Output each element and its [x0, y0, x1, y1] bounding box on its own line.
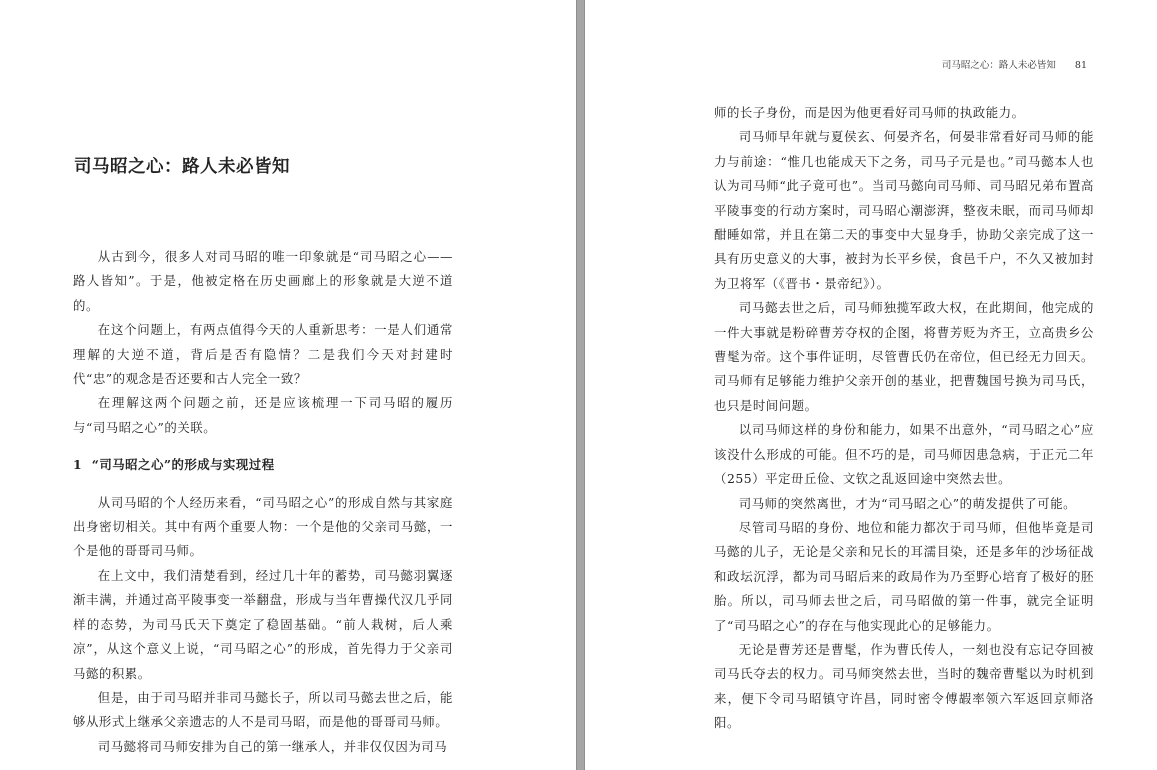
- body-paragraph: 在这个问题上，有两点值得今天的人重新思考：一是人们通常理解的大逆不道，背后是否有隐情？二是我们今天对封建时代“忠”的观念是否还要和古人完全一致？: [73, 322, 453, 387]
- body-paragraph: 尽管司马昭的身份、地位和能力都次于司马师，但他毕竟是司马懿的儿子，无论是父亲和兄长的耳濡目染，还是多年的沙场征战和政坛沉浮，都为司马昭后来的政局作为乃至野心培育了极好的胚胎。所以，司马师去世之后，司马昭做的第一件事，就完全证明了“司马昭之心”的存在与他实现此心的足够能力。: [714, 519, 1094, 633]
- body-paragraph: 无论是曹芳还是曹髦，作为曹氏传人，一刻也没有忘记夺回被司马氏夺去的权力。司马师突然去世，当时的魏帝曹髦以为时机到来，便下令司马昭镇守许昌，同时密令傅嘏率领六军返回京师洛阳。: [714, 641, 1094, 731]
- right-paragraphs: [714, 101, 1094, 736]
- left-page: [0, 0, 576, 770]
- running-header-title: 司马昭之心：路人未必皆知: [941, 60, 1056, 71]
- book-spine-gutter: [576, 0, 585, 770]
- body-paragraph: 师的长子身份，而是因为他更看好司马师的执政能力。: [714, 105, 1025, 120]
- left-paragraphs-before-heading: [73, 245, 453, 440]
- body-paragraph: 但是，由于司马昭并非司马懿长子，所以司马懿去世之后，能够从形式上继承父亲遗志的人不是司马昭，而是他的哥哥司马师。: [73, 689, 453, 730]
- body-paragraph: 从古到今，很多人对司马昭的唯一印象就是“司马昭之心——路人皆知”。于是，他被定格在历史画廊上的形象就是大逆不道的。: [73, 249, 453, 313]
- body-paragraph: 以司马师这样的身份和能力，如果不出意外，“司马昭之心”应该没什么形成的可能。但不巧的是，司马师因患急病，于正元二年（255）平定毌丘俭、文钦之乱返回途中突然去世。: [714, 422, 1094, 487]
- body-paragraph: 从司马昭的个人经历来看，“司马昭之心”的形成自然与其家庭出身密切相关。其中有两个重要人物：一个是他的父亲司马懿，一个是他的哥哥司马师。: [73, 494, 453, 559]
- left-paragraphs-after-heading: [73, 491, 453, 759]
- running-header: [942, 57, 1087, 71]
- body-paragraph: 在理解这两个问题之前，还是应该梳理一下司马昭的履历与“司马昭之心”的关联。: [73, 395, 453, 435]
- chapter-title: 司马昭之心：路人未必皆知: [74, 157, 290, 177]
- right-page: [585, 0, 1157, 770]
- section-heading: 1 “司马昭之心”的形成与实现过程: [73, 457, 275, 473]
- page-number: 81: [1074, 60, 1087, 71]
- body-paragraph: 司马懿去世之后，司马师独揽军政大权，在此期间，他完成的一件大事就是粉碎曹芳夺权的企图，将曹芳贬为齐王，立高贵乡公曹髦为帝。这个事件证明，尽管曹氏仍在帝位，但已经无力回天。司马师有足够能力维护父亲开创的基业，把曹魏国号换为司马氏，也只是时间问题。: [714, 300, 1094, 413]
- left-page-body: [73, 245, 453, 759]
- right-page-body: [714, 101, 1094, 736]
- body-paragraph: 司马懿将司马师安排为自己的第一继承人，并非仅仅因为司马: [97, 738, 448, 754]
- body-paragraph: 在上文中，我们清楚看到，经过几十年的蓄势，司马懿羽翼逐渐丰满，并通过高平陵事变一举翻盘，形成与当年曹操代汉几乎同样的态势，为司马氏天下奠定了稳固基础。“前人栽树，后人乘凉”，从这个意义上说，“司马昭之心”的形成，首先得力于父亲司马懿的积累。: [73, 567, 453, 681]
- body-paragraph: 司马师早年就与夏侯玄、何晏齐名，何晏非常看好司马师的能力与前途：“惟几也能成天下之务，司马子元是也。”司马懿本人也认为司马师“此子竟可也”。当司马懿向司马师、司马昭兄弟布置高平陵事变的行动方案时，司马昭心潮澎湃，整夜未眠，而司马师却酣睡如常，并且在第二天的事变中大显身手，协助父亲完成了这一具有历史意义的大事，被封为长平乡侯，食邑千户，不久又被加封为卫将军（《晋书・景帝纪》）。: [714, 129, 1094, 291]
- body-paragraph: 司马师的突然离世，才为“司马昭之心”的萌发提供了可能。: [738, 495, 1077, 511]
